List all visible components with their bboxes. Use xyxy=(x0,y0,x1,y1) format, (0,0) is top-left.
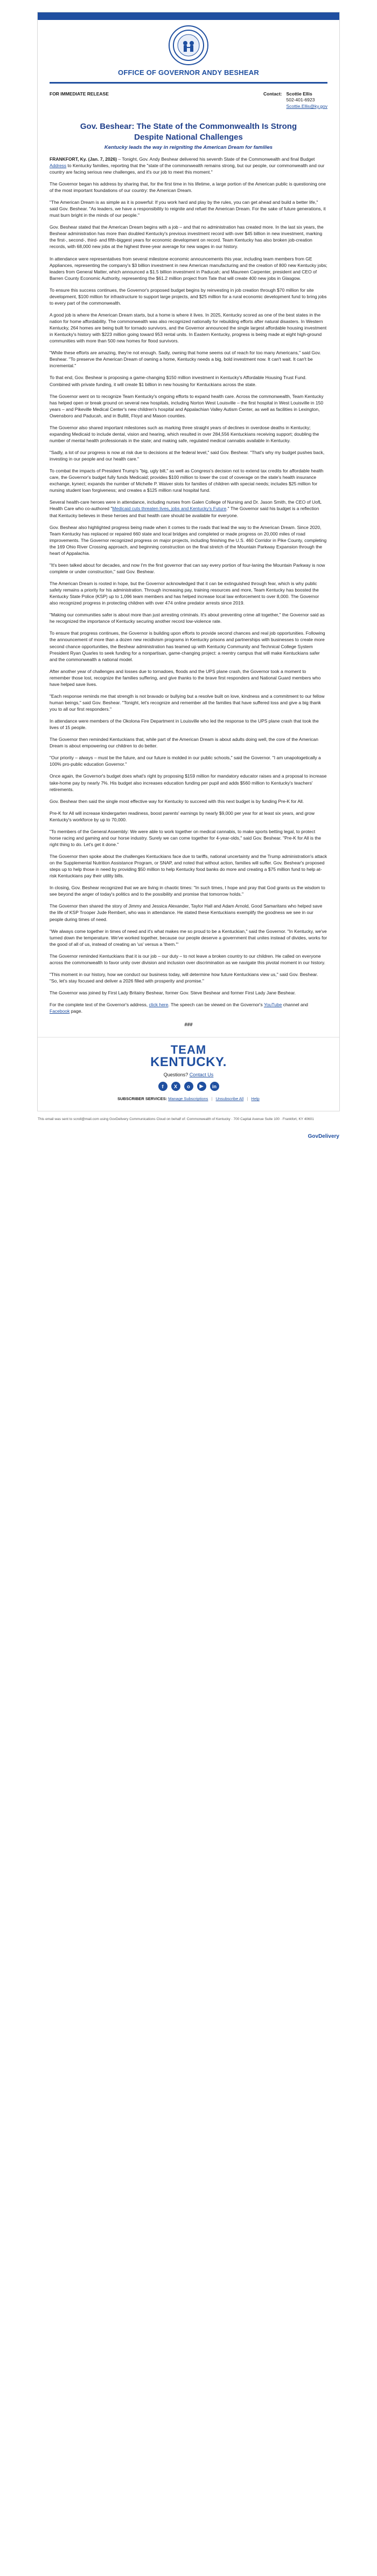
body-paragraph xyxy=(50,718,327,731)
paragraph-text: "Each response reminds me that strength is not bravado or bullying but a resolve built on love, kindness and a commitment to our fellow human beings," said Gov. Beshear. "Tonight, let's recognize and remember all the families that have suffered loss and give a big thank you to all our first responders." xyxy=(50,693,325,712)
body-paragraph xyxy=(50,612,327,624)
inline-link[interactable]: Medicaid cuts threaten lives, jobs and Kentucky's Future xyxy=(112,506,227,512)
body-paragraph xyxy=(50,393,327,419)
body-paragraph xyxy=(50,287,327,306)
paragraph-text: The American Dream is rooted in hope, but the Governor acknowledged that it can be extinguished through fear, which is why public safety remains a priority for his administration. Through increasing pay, training resources and more, Team Kentucky has boosted the Kentucky State Police (KSP) up to 1,096 team members and has helped increase local law enforcement to over 8,000. The Governor also recognized progress in protecting children with over 474 online predator arrests since 2019. xyxy=(50,581,319,606)
body-paragraph xyxy=(50,312,327,344)
release-content xyxy=(38,84,339,1027)
body-paragraph xyxy=(50,424,327,444)
logo-line-kentucky: KENTUCKY. xyxy=(150,1055,227,1070)
body-paragraph xyxy=(50,953,327,966)
paragraph-text: to Kentucky families, reporting that the "state of the commonwealth remains strong, but our people, our commonwealth and our country are facing serious new challenges, and it's our job to meet this moment." xyxy=(50,162,325,175)
questions-line xyxy=(50,1072,327,1077)
facebook-icon[interactable]: f xyxy=(158,1082,167,1091)
masthead xyxy=(38,20,339,80)
paragraph-text: The Governor went on to recognize Team Kentucky's ongoing efforts to expand health care. Across the commonwealth, Team Kentucky has helped open or break ground on several new hospitals, including Norton West Louisville – the first hospital in West Louisville in 150 years – and Pikeville Medical Center's new children's hospital and Appalachian Valley Autism Center, as well as facilities in Lexington, Owensboro and Paducah, and in Bullitt, Floyd and Mason counties. xyxy=(50,393,324,418)
help-link[interactable]: Help xyxy=(251,1096,260,1102)
paragraph-text: A good job is where the American Dream starts, but a home is where it lives. In 2025, Kentucky scored as one of the best states in the nation for home affordability. The commonwealth was also recognized nationally for rebuilding efforts after natural disasters. In Western Kentucky, 264 homes are being built for tornado survivors, and the Governor announced the single largest affordable housing investment in Kentucky's history with $223 million going toward 953 rental units. In Eastern Kentucky, progress is being made at eight high-ground communities with more than 500 new homes for flood survivors. xyxy=(50,312,327,344)
instagram-icon[interactable]: o xyxy=(184,1082,193,1091)
paragraph-text: – Tonight, Gov. Andy Beshear delivered his seventh State of the Commonwealth and final Budget xyxy=(117,156,315,162)
body-paragraph xyxy=(50,903,327,922)
inline-link[interactable]: Address xyxy=(50,162,67,168)
body-paragraph xyxy=(50,181,327,194)
contact-phone: 502-401-6923 xyxy=(286,97,315,103)
paragraph-text: In closing, Gov. Beshear recognized that we are living in chaotic times: "In such times, I hope and pray that God grants us the wisdom to see beyond the anger of today's politics and to the possibility and promise that tomorrow holds." xyxy=(50,885,325,897)
paragraph-text: The Governor began his address by sharing that, for the first time in his lifetime, a large portion of the American public is questioning one of the most important foundations of our country: the American Dream. xyxy=(50,181,326,194)
paragraph-text: The Governor then spoke about the challenges Kentuckians face due to tariffs, national uncertainty and the Trump administration's attack on the Supplemental Nutrition Assistance Program, or SNAP, and noted that without action, families will suffer. Gov. Beshear's proposed steps up to help those in need by providing $50 million to help Kentucky food banks do more and creating a $75 million fund to help at-risk Kentuckians pay their utility bills. xyxy=(50,854,327,879)
paragraph-text: To ensure that progress continues, the Governor is building upon efforts to provide second chances and real job opportunities. Following the announcement of more than a dozen new recidivism programs in Kentucky prisons and partnerships with businesses to create more second chance opportunities, the Beshear administration has teamed up with Kentucky Community and Technical College System President Ryan Quarles to seek funding for a nonpartisan, game-changing project: a reentry campus that will make Kentuckians safer and the commonwealth a national model. xyxy=(50,630,325,662)
logo-line-team: TEAM xyxy=(170,1043,207,1057)
paragraph-text: The Governor reminded Kentuckians that it is our job – our duty – to not leave a broken country to our children. He called on everyone across the commonwealth to favor unity over division and inclusion over discrimination as we navigate this pivotal moment in our history. xyxy=(50,953,325,965)
body-paragraph xyxy=(50,990,327,996)
delivery-note: This email was sent to scroll@mail.com using GovDelivery Communications Cloud on behalf of: Commonwealth of Kentucky · 700 Capital Avenue Suite 100 · Frankfort, KY 40601 xyxy=(38,1117,314,1122)
paragraph-text: Pre-K for All will increase kindergarten readiness, boost parents' earnings by nearly $9,000 per year for at least six years, and grow Kentucky's workforce by up to 70,000. xyxy=(50,810,315,822)
paragraph-text: The Governor also shared important milestones such as marking three straight years of declines in overdose deaths in Kentucky; expanding Medicaid to include dental, vision and hearing, which resulted in over 284,556 Kentuckians receiving support; doubling the number of mental health professionals in the state; and making safe, regulated medical cannabis available in Kentucky. xyxy=(50,424,319,443)
headline: Gov. Beshear: The State of the Commonwealth Is Strong Despite National Challenges xyxy=(80,122,297,142)
body-paragraph xyxy=(50,156,327,175)
paragraph-text: "Making our communities safer is about more than just arresting criminals. It's about preventing crime all together," the Governor said as he recognized the importance of Kentucky securing another record low-violence rate. xyxy=(50,612,325,624)
paragraph-text: After another year of challenges and losses due to tornadoes, floods and the UPS plane crash, the Governor took a moment to remember those lost, recognize the families suffering, and give thanks to the brave first responders and National Guard members who have helped save lives. xyxy=(50,668,321,687)
dateline: FRANKFORT, Ky. (Jan. 7, 2026) xyxy=(50,156,117,162)
body-paragraph xyxy=(50,773,327,792)
email-frame xyxy=(37,12,340,1111)
body-paragraph xyxy=(50,668,327,688)
contact-label: Contact: xyxy=(263,91,282,97)
body-paragraph xyxy=(50,693,327,712)
paragraph-text: "Our priority – always – must be the future, and our future is molded in our public schools," said the Governor. "I am unapologetically a 100% pro-public education Governor." xyxy=(50,755,321,767)
body-paragraph xyxy=(50,884,327,897)
paragraph-text: "While these efforts are amazing, they're not enough. Sadly, owning that home seems out of reach for too many Americans," said Gov. Beshear. "To preserve the American Dream of owning a home, Kentucky needs a big, bold investment now. It can't wait. It can't be incremental." xyxy=(50,350,321,369)
separator: | xyxy=(247,1096,248,1102)
body-paragraph xyxy=(50,736,327,749)
article-body xyxy=(50,156,327,1014)
questions-prefix: Questions? xyxy=(163,1072,188,1078)
paragraph-text: To ensure this success continues, the Governor's proposed budget begins by reinvesting in job creation through $70 million for site development, $100 million for infrastructure to support large projects, and $25 million for a rural economic development fund to bring jobs to every part of the commonwealth. xyxy=(50,287,327,306)
paragraph-text: "It's been talked about for decades, and now I'm the first governor that can say every portion of four-laning the Mountain Parkway is now complete or under construction," said Gov. Beshear. xyxy=(50,562,325,574)
contact-lines xyxy=(287,91,328,109)
body-paragraph xyxy=(50,580,327,606)
inline-link[interactable]: Facebook xyxy=(50,1008,70,1014)
body-paragraph xyxy=(50,349,327,369)
paragraph-text: "We always come together in times of need and it's what makes me so proud to be a Kentuckian," said the Governor. "In Kentucky, we've turned down the temperature. We've worked together, because our people deserve a government that unites instead of divides, works for the good of all of us, instead of creating an 'us' versus a 'them.'" xyxy=(50,928,327,947)
body-paragraph xyxy=(50,199,327,218)
body-paragraph xyxy=(50,499,327,518)
subscriber-services xyxy=(50,1096,327,1101)
paragraph-text: ." The Governor said his budget is a reflection that Kentucky believes in these heroes and that health care should be available for everyone. xyxy=(50,506,319,518)
body-paragraph xyxy=(50,828,327,848)
paragraph-text: To combat the impacts of President Trump's "big, ugly bill," as well as Congress's decision not to extend tax credits for affordable health care, the Governor's budget fully funds Medicaid; provides $100 million to lower the cost of coverage on the state's health insurance exchange, kynect; expands the number of Michelle P. Waiver slots for families of children with special needs; includes $25 million for nursing student loan forgiveness; and creates a $125 million rural hospital fund. xyxy=(50,468,324,493)
body-paragraph xyxy=(50,810,327,823)
email-footer xyxy=(38,1037,339,1111)
body-paragraph xyxy=(50,256,327,281)
paragraph-text: Several health-care heroes were in attendance, including nurses from Galen College of Nursing and Dr. Jason Smith, the CEO of UofL Health Care who co-authored " xyxy=(50,499,322,512)
paragraph-text: The Governor was joined by First Lady Britainy Beshear, former Gov. Steve Beshear and former First Lady Jane Beshear. xyxy=(50,990,296,996)
body-paragraph xyxy=(50,562,327,575)
body-paragraph xyxy=(50,630,327,662)
body-paragraph xyxy=(50,524,327,557)
paragraph-text: In attendance were representatives from several milestone economic announcements this year, including team members from GE Appliances, representing the company's $3 billion investment in new American manufacturing and the creation of 800 new Kentucky jobs; leaders from General Matter, which announced a $1.5 billion investment in Paducah; and Maureen Carpenter, president and CEO of Barren County Economic Authority, representing the $61.2 million project from Tate that will create 400 new jobs in Glasgow. xyxy=(50,256,327,281)
contact-block xyxy=(263,91,327,109)
body-paragraph xyxy=(50,374,327,387)
paragraph-text: "The American Dream is as simple as it is powerful: If you work hard and play by the rules, you can get ahead and build a better life," said Gov. Beshear. "As leaders, we have a responsibility to reignite and refuel the American Dream. For the sake of future generations, it must burn bright in the minds of our people." xyxy=(50,200,326,218)
body-paragraph xyxy=(50,754,327,767)
subheadline: Kentucky leads the way in reigniting the American Dream for families xyxy=(104,144,273,150)
body-paragraph xyxy=(50,224,327,250)
social-links xyxy=(50,1082,327,1091)
body-paragraph xyxy=(50,971,327,984)
top-color-bar xyxy=(38,12,339,20)
body-paragraph xyxy=(50,468,327,493)
kentucky-seal-icon xyxy=(169,25,208,65)
subscriber-label: SUBSCRIBER SERVICES: xyxy=(117,1096,167,1102)
paragraph-text: . The speech can be viewed on the Governor's xyxy=(168,1002,264,1008)
govdelivery-logo: GovDelivery xyxy=(308,1134,339,1140)
paragraph-text: The Governor then reminded Kentuckians that, while part of the American Dream is about adults doing well, the core of the American Dream is about empowering our children to do better. xyxy=(50,737,318,749)
manage-subscriptions-link[interactable]: Manage Subscriptions xyxy=(168,1096,208,1102)
inline-link[interactable]: YouTube xyxy=(263,1002,282,1008)
body-paragraph xyxy=(50,798,327,805)
end-mark: ### xyxy=(184,1022,193,1028)
body-paragraph xyxy=(50,449,327,462)
release-info xyxy=(50,91,327,109)
body-paragraph xyxy=(50,1001,327,1014)
paragraph-text: Gov. Beshear also highlighted progress being made when it comes to the roads that lead the way to the American Dream. Since 2020, Team Kentucky has replaced or repaired 660 state and local bridges and completed or made progress on 20,000 miles of road improvements. The Governor recognized progress on major projects, including finishing the U.S. 460 Corridor in Pike County, completing the 169 Ohio River Crossing approach, and beginning construction on the final stretch of the Mountain Parkway Expansion through the heart of Appalachia. xyxy=(50,524,327,556)
body-paragraph xyxy=(50,853,327,879)
contact-name: Scottie Ellis xyxy=(286,91,312,97)
paragraph-text: "To members of the General Assembly: We were able to work together on medical cannabis, to make sports betting legal, to protect horse racing and gaming and our horse industry. Surely we can come together for 4-year-olds," said Gov. Beshear. "Pre-K for All is the right thing to do. Let's get it done." xyxy=(50,828,322,847)
paragraph-text: page. xyxy=(69,1008,82,1014)
x-twitter-icon[interactable]: X xyxy=(171,1082,180,1091)
separator: | xyxy=(211,1096,213,1102)
paragraph-text: "This moment in our history, how we conduct our business today, will determine how future Kentuckians view us," said Gov. Beshear. "So, let's stay focused and deliver a 2026 filled with prosperity and promise." xyxy=(50,971,318,984)
paragraph-text: channel and xyxy=(282,1002,309,1008)
paragraph-text: To that end, Gov. Beshear is proposing a game-changing $150 million investment in Kentucky's Affordable Housing Trust Fund. Combined with private funding, it will create $1 billion in new housing for Kentuckians across the state. xyxy=(50,375,307,387)
paragraph-text: In attendance were members of the Okolona Fire Department in Louisville who led the response to the UPS plane crash that took the lives of 15 people. xyxy=(50,718,319,731)
body-paragraph xyxy=(50,928,327,947)
youtube-icon[interactable]: ▶ xyxy=(197,1082,206,1091)
release-label: FOR IMMEDIATE RELEASE xyxy=(50,91,109,97)
paragraph-text: For the complete text of the Governor's address, xyxy=(50,1002,149,1008)
paragraph-text: Gov. Beshear then said the single most effective way for Kentucky to succeed with this next budget is by funding Pre-K for All. xyxy=(50,798,304,804)
team-kentucky-logo xyxy=(50,1044,327,1069)
paragraph-text: "Sadly, a lot of our progress is now at risk due to decisions at the federal level," said Gov. Beshear. "That's why my budget pushes back, investing in our people and our health care." xyxy=(50,450,325,462)
office-title: OFFICE OF GOVERNOR ANDY BESHEAR xyxy=(118,68,259,77)
linkedin-icon[interactable]: in xyxy=(210,1082,219,1091)
contact-email-link[interactable]: Scottie.Ellis@ky.gov xyxy=(286,103,327,109)
contact-us-link[interactable]: Contact Us xyxy=(189,1072,214,1078)
paragraph-text: Gov. Beshear stated that the American Dream begins with a job – and that no administration has created more. In the last six years, the Beshear administration has more than doubled Kentucky's previous investment record with over $45 billion in new investment, marking the first-, second-, third- and fifth-biggest years for economic development on record. Team Kentucky has also broken job-creation records, with 68,000 new jobs at the highest three-year average for new wages in our history. xyxy=(50,224,324,250)
unsubscribe-all-link[interactable]: Unsubscribe All xyxy=(215,1096,244,1102)
paragraph-text: Once again, the Governor's budget does what's right by proposing $159 million for mandatory educator raises and a proposal to increase take-home pay by nearly 7%. His budget also increases education funding per pupil and adds $560 million to Kentucky's teachers' retirements. xyxy=(50,773,327,792)
inline-link[interactable]: click here xyxy=(149,1002,169,1008)
paragraph-text: The Governor then shared the story of Jimmy and Jessica Alexander, Taylor Hall and Adam Arnold, Good Samaritans who helped save the life of KSP Trooper Jude Rembert, who was in attendance. He stated these Kentuckians exemplify the goodness we see in our people during times of need. xyxy=(50,903,323,922)
